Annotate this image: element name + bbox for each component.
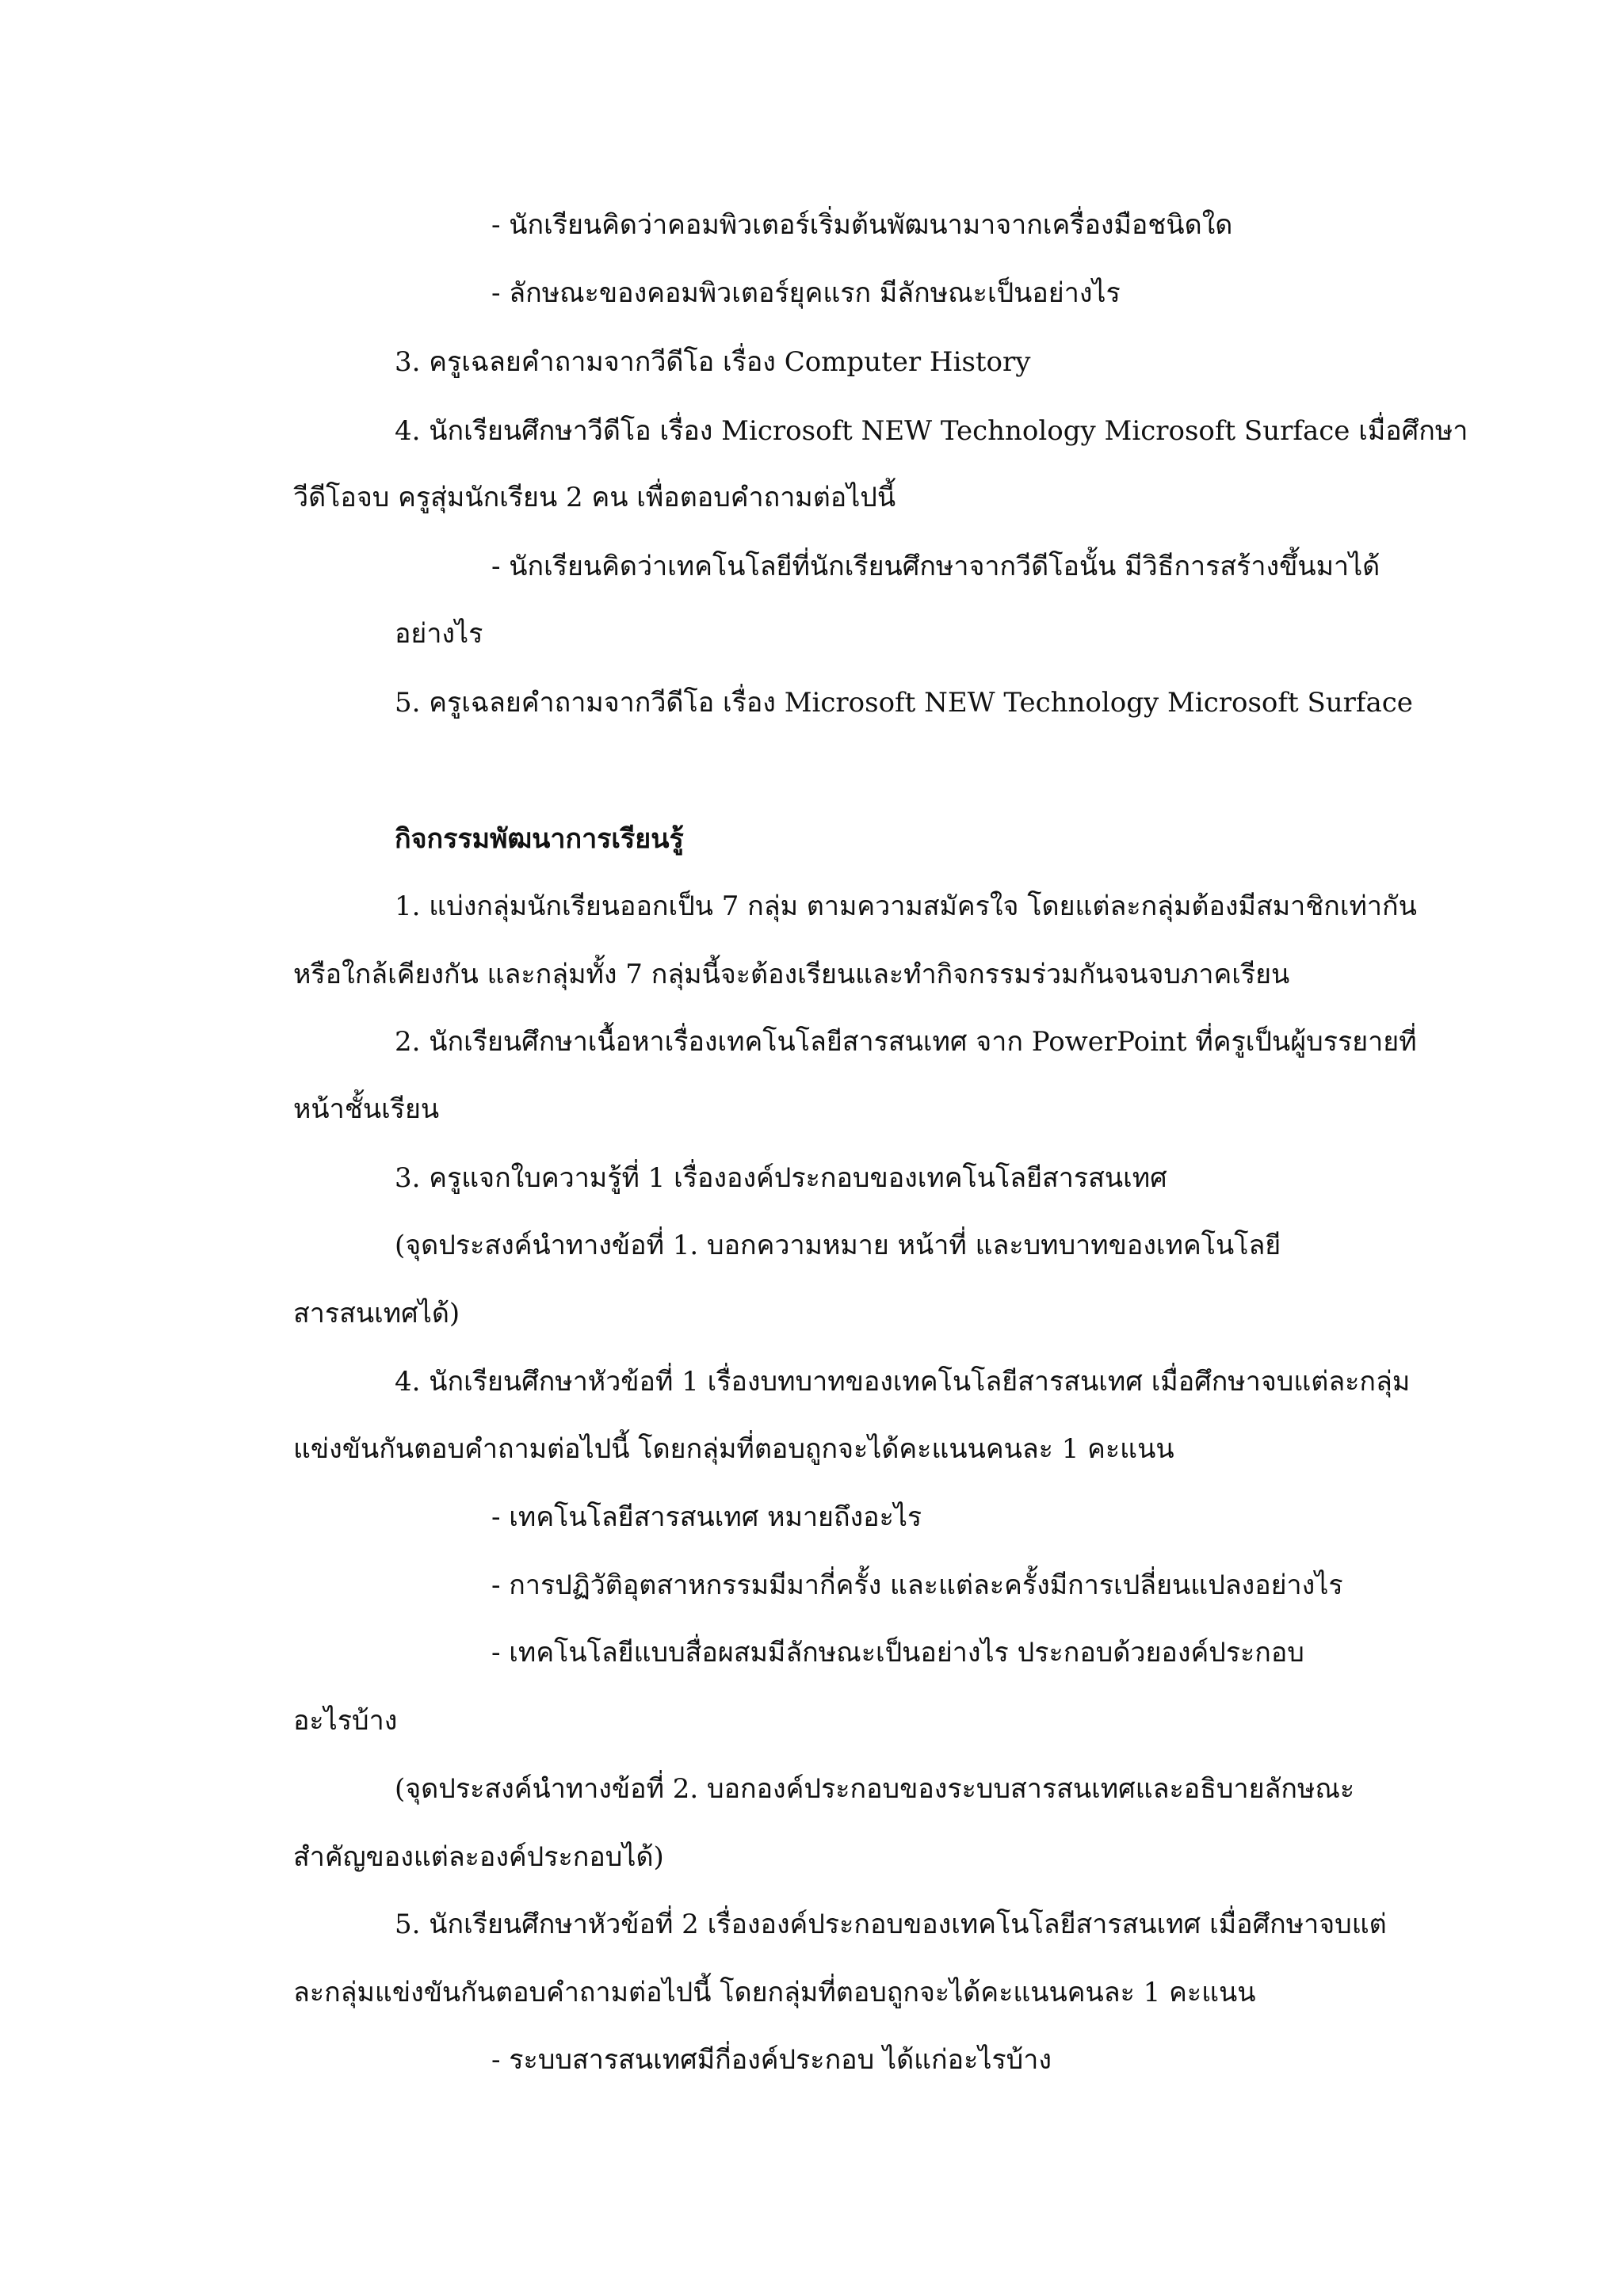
activity-3: 3. ครูแจกใบความรู้ที่ 1 เรื่ององค์ประกอบของเทคโนโลยีสารสนเทศ	[395, 1162, 1167, 1194]
step-3: 3. ครูเฉลยคำถามจากวีดีโอ เรื่อง Computer History	[395, 346, 1031, 378]
step-4-question-line-2: อย่างไร	[395, 618, 483, 650]
section-heading: กิจกรรมพัฒนาการเรียนรู้	[395, 823, 684, 855]
step-5: 5. ครูเฉลยคำถามจากวีดีโอ เรื่อง Microsoft NEW Technology Microsoft Surface	[395, 687, 1413, 719]
step-4-line-1: 4. นักเรียนศึกษาวีดีโอ เรื่อง Microsoft NEW Technology Microsoft Surface เมื่อศึกษา	[395, 415, 1468, 447]
activity-5-question-1: - ระบบสารสนเทศมีกี่องค์ประกอบ ได้แก่อะไรบ้าง	[491, 2044, 1052, 2076]
objective-1-line-1: (จุดประสงค์นำทางข้อที่ 1. บอกความหมาย หน้าที่ และบทบาทของเทคโนโลยี	[395, 1230, 1281, 1261]
objective-2-line-1: (จุดประสงค์นำทางข้อที่ 2. บอกองค์ประกอบของระบบสารสนเทศและอธิบายลักษณะ	[395, 1773, 1355, 1805]
activity-5-line-2: ละกลุ่มแข่งขันกันตอบคำถามต่อไปนี้ โดยกลุ่มที่ตอบถูกจะได้คะแนนคนละ 1 คะแนน	[293, 1977, 1256, 2008]
intro-question-2: - ลักษณะของคอมพิวเตอร์ยุคแรก มีลักษณะเป็นอย่างไร	[491, 277, 1121, 309]
objective-1-line-2: สารสนเทศได้)	[293, 1298, 460, 1329]
intro-question-1: - นักเรียนคิดว่าคอมพิวเตอร์เริ่มต้นพัฒนามาจากเครื่องมือชนิดใด	[491, 209, 1233, 241]
step-4-question-line-1: - นักเรียนคิดว่าเทคโนโลยีที่นักเรียนศึกษาจากวีดีโอนั้น มีวิธีการสร้างขึ้นมาได้	[491, 551, 1381, 582]
activity-4-line-1: 4. นักเรียนศึกษาหัวข้อที่ 1 เรื่องบทบาทของเทคโนโลยีสารสนเทศ เมื่อศึกษาจบแต่ละกลุ่ม	[395, 1366, 1411, 1398]
activity-4-question-3-line-2: อะไรบ้าง	[293, 1705, 398, 1737]
activity-2-line-1: 2. นักเรียนศึกษาเนื้อหาเรื่องเทคโนโลยีสารสนเทศ จาก PowerPoint ที่ครูเป็นผู้บรรยายที่	[395, 1026, 1417, 1058]
activity-1-line-2: หรือใกล้เคียงกัน และกลุ่มทั้ง 7 กลุ่มนี้จะต้องเรียนและทำกิจกรรมร่วมกันจนจบภาคเรียน	[293, 959, 1290, 990]
activity-4-question-3-line-1: - เทคโนโลยีแบบสื่อผสมมีลักษณะเป็นอย่างไร ประกอบด้วยองค์ประกอบ	[491, 1637, 1304, 1669]
activity-1-line-1: 1. แบ่งกลุ่มนักเรียนออกเป็น 7 กลุ่ม ตามความสมัครใจ โดยแต่ละกลุ่มต้องมีสมาชิกเท่ากัน	[395, 891, 1417, 922]
activity-4-line-2: แข่งขันกันตอบคำถามต่อไปนี้ โดยกลุ่มที่ตอบถูกจะได้คะแนนคนละ 1 คะแนน	[293, 1433, 1174, 1465]
objective-2-line-2: สำคัญของแต่ละองค์ประกอบได้)	[293, 1841, 664, 1873]
step-4-line-2: วีดีโอจบ ครูสุ่มนักเรียน 2 คน เพื่อตอบคำถามต่อไปนี้	[293, 482, 896, 513]
activity-4-question-1: - เทคโนโลยีสารสนเทศ หมายถึงอะไร	[491, 1501, 922, 1533]
activity-4-question-2: - การปฏิวัติอุตสาหกรรมมีมากี่ครั้ง และแต่ละครั้งมีการเปลี่ยนแปลงอย่างไร	[491, 1569, 1343, 1601]
activity-2-line-2: หน้าชั้นเรียน	[293, 1093, 440, 1125]
activity-5-line-1: 5. นักเรียนศึกษาหัวข้อที่ 2 เรื่ององค์ประกอบของเทคโนโลยีสารสนเทศ เมื่อศึกษาจบแต่	[395, 1909, 1387, 1940]
